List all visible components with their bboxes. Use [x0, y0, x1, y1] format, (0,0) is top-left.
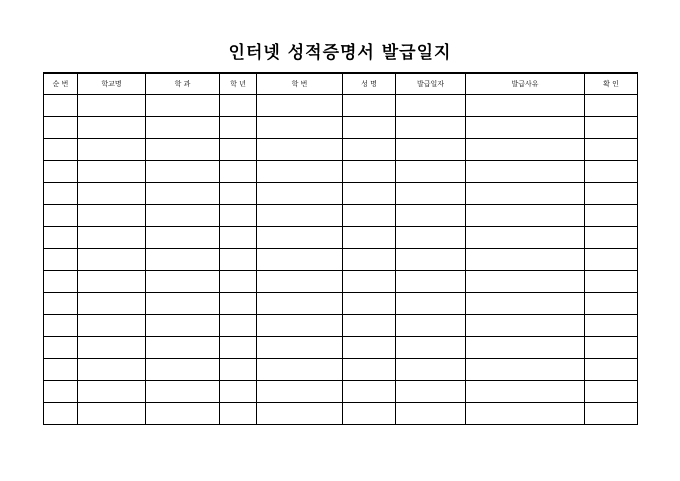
cell-seq[interactable] [44, 116, 78, 138]
cell-year[interactable] [220, 248, 257, 270]
cell-name[interactable] [343, 204, 396, 226]
cell-issue-date[interactable] [396, 292, 466, 314]
cell-issue-reason[interactable] [466, 358, 585, 380]
cell-seq[interactable] [44, 94, 78, 116]
cell-name[interactable] [343, 116, 396, 138]
column-header-issue-reason: 발급사유 [466, 73, 585, 94]
cell-school[interactable] [78, 358, 146, 380]
cell-name[interactable] [343, 270, 396, 292]
cell-year[interactable] [220, 380, 257, 402]
cell-school[interactable] [78, 160, 146, 182]
cell-seq[interactable] [44, 336, 78, 358]
cell-student-id[interactable] [257, 336, 343, 358]
table-row [44, 116, 638, 138]
column-header-seq: 순 번 [44, 73, 78, 94]
cell-issue-reason[interactable] [466, 292, 585, 314]
cell-school[interactable] [78, 204, 146, 226]
cell-issue-date[interactable] [396, 160, 466, 182]
cell-issue-reason[interactable] [466, 138, 585, 160]
cell-seq[interactable] [44, 160, 78, 182]
cell-department[interactable] [146, 160, 220, 182]
cell-confirm[interactable] [585, 380, 638, 402]
column-header-name: 성 명 [343, 73, 396, 94]
cell-issue-date[interactable] [396, 116, 466, 138]
cell-issue-date[interactable] [396, 380, 466, 402]
cell-issue-date[interactable] [396, 248, 466, 270]
table-row [44, 226, 638, 248]
cell-name[interactable] [343, 160, 396, 182]
cell-issue-reason[interactable] [466, 402, 585, 424]
cell-seq[interactable] [44, 292, 78, 314]
cell-seq[interactable] [44, 226, 78, 248]
cell-name[interactable] [343, 94, 396, 116]
cell-department[interactable] [146, 314, 220, 336]
cell-seq[interactable] [44, 182, 78, 204]
cell-issue-reason[interactable] [466, 226, 585, 248]
cell-confirm[interactable] [585, 270, 638, 292]
cell-issue-date[interactable] [396, 402, 466, 424]
cell-confirm[interactable] [585, 160, 638, 182]
cell-department[interactable] [146, 226, 220, 248]
cell-year[interactable] [220, 138, 257, 160]
cell-name[interactable] [343, 138, 396, 160]
table-row [44, 402, 638, 424]
cell-student-id[interactable] [257, 270, 343, 292]
cell-confirm[interactable] [585, 138, 638, 160]
cell-issue-reason[interactable] [466, 248, 585, 270]
cell-issue-date[interactable] [396, 336, 466, 358]
cell-school[interactable] [78, 270, 146, 292]
cell-issue-reason[interactable] [466, 160, 585, 182]
cell-year[interactable] [220, 336, 257, 358]
cell-confirm[interactable] [585, 116, 638, 138]
table-row [44, 204, 638, 226]
cell-name[interactable] [343, 248, 396, 270]
cell-issue-reason[interactable] [466, 94, 585, 116]
column-header-issue-date: 발급일자 [396, 73, 466, 94]
cell-student-id[interactable] [257, 402, 343, 424]
table-body [44, 94, 638, 424]
cell-confirm[interactable] [585, 314, 638, 336]
cell-seq[interactable] [44, 402, 78, 424]
cell-issue-reason[interactable] [466, 182, 585, 204]
cell-confirm[interactable] [585, 358, 638, 380]
cell-seq[interactable] [44, 138, 78, 160]
cell-confirm[interactable] [585, 204, 638, 226]
cell-year[interactable] [220, 358, 257, 380]
cell-issue-date[interactable] [396, 314, 466, 336]
cell-name[interactable] [343, 226, 396, 248]
cell-confirm[interactable] [585, 292, 638, 314]
cell-issue-date[interactable] [396, 226, 466, 248]
cell-issue-date[interactable] [396, 358, 466, 380]
cell-student-id[interactable] [257, 314, 343, 336]
table-row [44, 182, 638, 204]
cell-student-id[interactable] [257, 248, 343, 270]
cell-school[interactable] [78, 314, 146, 336]
cell-issue-reason[interactable] [466, 270, 585, 292]
cell-year[interactable] [220, 226, 257, 248]
cell-issue-date[interactable] [396, 94, 466, 116]
cell-department[interactable] [146, 292, 220, 314]
column-header-department: 학 과 [146, 73, 220, 94]
document-title: 인터넷 성적증명서 발급일지 [228, 43, 452, 63]
cell-department[interactable] [146, 358, 220, 380]
cell-confirm[interactable] [585, 182, 638, 204]
table-row [44, 358, 638, 380]
cell-department[interactable] [146, 402, 220, 424]
cell-student-id[interactable] [257, 116, 343, 138]
cell-student-id[interactable] [257, 182, 343, 204]
cell-student-id[interactable] [257, 204, 343, 226]
cell-year[interactable] [220, 204, 257, 226]
cell-school[interactable] [78, 336, 146, 358]
cell-name[interactable] [343, 182, 396, 204]
table-row [44, 292, 638, 314]
cell-confirm[interactable] [585, 402, 638, 424]
table-row [44, 314, 638, 336]
cell-department[interactable] [146, 116, 220, 138]
cell-name[interactable] [343, 292, 396, 314]
column-header-confirm: 확 인 [585, 73, 638, 94]
issuance-log-table [43, 72, 638, 425]
cell-department[interactable] [146, 248, 220, 270]
cell-seq[interactable] [44, 380, 78, 402]
cell-year[interactable] [220, 270, 257, 292]
cell-department[interactable] [146, 336, 220, 358]
cell-issue-reason[interactable] [466, 336, 585, 358]
cell-seq[interactable] [44, 314, 78, 336]
table-row [44, 248, 638, 270]
cell-name[interactable] [343, 358, 396, 380]
column-header-year: 학 년 [220, 73, 257, 94]
cell-school[interactable] [78, 248, 146, 270]
cell-name[interactable] [343, 380, 396, 402]
cell-year[interactable] [220, 292, 257, 314]
cell-department[interactable] [146, 94, 220, 116]
cell-name[interactable] [343, 336, 396, 358]
cell-school[interactable] [78, 380, 146, 402]
cell-student-id[interactable] [257, 94, 343, 116]
cell-department[interactable] [146, 270, 220, 292]
cell-department[interactable] [146, 138, 220, 160]
cell-student-id[interactable] [257, 226, 343, 248]
cell-confirm[interactable] [585, 94, 638, 116]
cell-school[interactable] [78, 402, 146, 424]
cell-school[interactable] [78, 116, 146, 138]
cell-issue-date[interactable] [396, 204, 466, 226]
cell-year[interactable] [220, 94, 257, 116]
cell-seq[interactable] [44, 270, 78, 292]
cell-confirm[interactable] [585, 226, 638, 248]
cell-student-id[interactable] [257, 358, 343, 380]
cell-department[interactable] [146, 182, 220, 204]
table-header-row [44, 73, 638, 94]
table-row [44, 336, 638, 358]
cell-year[interactable] [220, 116, 257, 138]
cell-department[interactable] [146, 380, 220, 402]
table-row [44, 94, 638, 116]
cell-issue-date[interactable] [396, 138, 466, 160]
cell-year[interactable] [220, 314, 257, 336]
cell-school[interactable] [78, 138, 146, 160]
cell-school[interactable] [78, 226, 146, 248]
cell-issue-date[interactable] [396, 182, 466, 204]
table-row [44, 160, 638, 182]
cell-seq[interactable] [44, 204, 78, 226]
cell-school[interactable] [78, 292, 146, 314]
cell-school[interactable] [78, 94, 146, 116]
table-row [44, 270, 638, 292]
cell-issue-date[interactable] [396, 270, 466, 292]
cell-confirm[interactable] [585, 248, 638, 270]
cell-year[interactable] [220, 402, 257, 424]
cell-student-id[interactable] [257, 138, 343, 160]
cell-seq[interactable] [44, 358, 78, 380]
cell-issue-reason[interactable] [466, 314, 585, 336]
cell-year[interactable] [220, 160, 257, 182]
cell-issue-reason[interactable] [466, 380, 585, 402]
column-header-student-id: 학 번 [257, 73, 343, 94]
cell-issue-reason[interactable] [466, 116, 585, 138]
cell-student-id[interactable] [257, 160, 343, 182]
cell-confirm[interactable] [585, 336, 638, 358]
cell-school[interactable] [78, 182, 146, 204]
cell-name[interactable] [343, 402, 396, 424]
cell-student-id[interactable] [257, 292, 343, 314]
table-row [44, 138, 638, 160]
cell-seq[interactable] [44, 248, 78, 270]
cell-name[interactable] [343, 314, 396, 336]
cell-student-id[interactable] [257, 380, 343, 402]
cell-issue-reason[interactable] [466, 204, 585, 226]
cell-department[interactable] [146, 204, 220, 226]
table-row [44, 380, 638, 402]
cell-year[interactable] [220, 182, 257, 204]
column-header-school: 학교명 [78, 73, 146, 94]
